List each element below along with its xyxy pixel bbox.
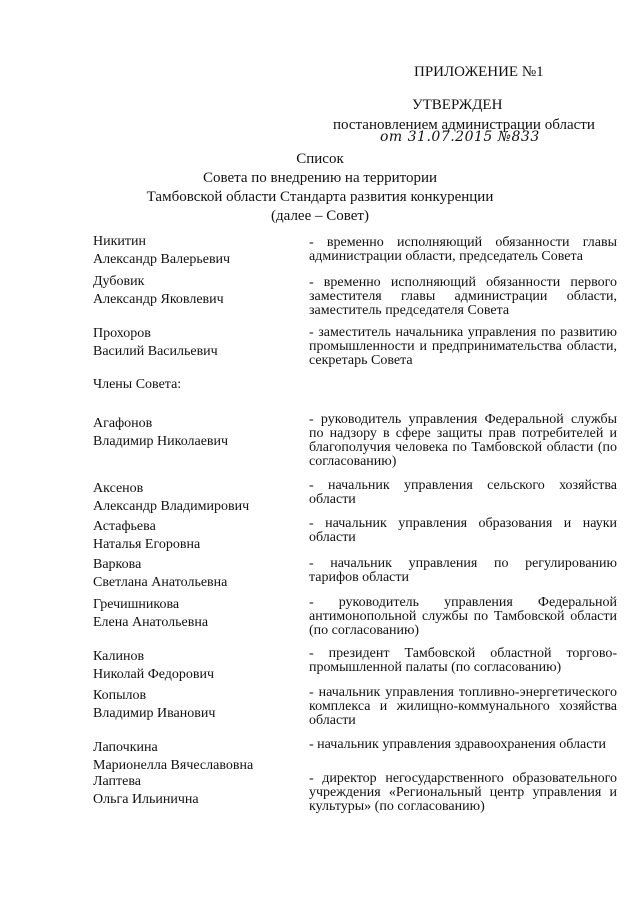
person-name (93, 556, 227, 592)
person-name (93, 739, 253, 775)
surname: Астафьева (93, 519, 156, 534)
person-name (93, 415, 228, 451)
surname: Никитин (93, 234, 146, 249)
given-names: Владимир Николаевич (93, 434, 229, 449)
given-names: Александр Владимирович (93, 499, 250, 514)
surname: Дубовик (93, 274, 145, 289)
title-line-4: (далее – Совет) (271, 208, 369, 224)
person-role: - руководитель управления Федеральной антимонопольной службы по Тамбовской области (по согласованию) (309, 595, 617, 638)
surname: Лаптева (93, 774, 141, 789)
person-role: - заместитель начальника управления по развитию промышленности и предпринимательства области, секретарь Совета (309, 325, 617, 368)
given-names: Наталья Егоровна (93, 537, 201, 552)
given-names: Николай Федорович (93, 667, 215, 682)
given-names: Александр Яковлевич (93, 292, 224, 307)
surname: Лапочкина (93, 740, 158, 755)
person-role: - президент Тамбовской областной торгово-промышленной палаты (по согласованию) (309, 646, 617, 675)
person-role: - начальник управления сельского хозяйства области (309, 478, 617, 507)
appendix-label: ПРИЛОЖЕНИЕ №1 (414, 64, 544, 80)
surname: Калинов (93, 649, 145, 664)
surname: Агафонов (93, 416, 153, 431)
title-line-3: Тамбовской области Стандарта развития конкуренции (146, 189, 494, 205)
person-name (93, 325, 218, 361)
document-title (0, 150, 640, 226)
approved-label: УТВЕРЖДЕН (412, 97, 503, 113)
person-name (93, 687, 215, 723)
person-name (93, 233, 230, 269)
person-name (93, 273, 224, 309)
given-names: Марионелла Вячеславовна (93, 758, 254, 773)
person-role: - начальник управления топливно-энергетического комплекса и жилищно-коммунального хозяйства области (309, 685, 617, 728)
person-name (93, 480, 249, 516)
person-role: - директор негосударственного образовательного учреждения «Региональный центр управления и культуры» (по согласованию) (309, 771, 617, 814)
given-names: Елена Анатольевна (93, 615, 209, 630)
person-name (93, 596, 208, 632)
given-names: Александр Валерьевич (93, 252, 231, 267)
person-role: - руководитель управления Федеральной службы по надзору в сфере защиты прав потребителей и благополучия человека по Тамбовской области (по согласованию) (309, 412, 617, 469)
given-names: Ольга Ильинична (93, 792, 199, 807)
given-names: Владимир Иванович (93, 706, 216, 721)
given-names: Василий Васильевич (93, 344, 218, 359)
person-role: - временно исполняющий обязанности главы администрации области, председатель Совета (309, 235, 617, 264)
given-names: Светлана Анатольевна (93, 575, 228, 590)
person-name (93, 773, 199, 809)
person-role: - начальник управления по регулированию тарифов области (309, 556, 617, 585)
surname: Гречишникова (93, 597, 180, 612)
surname: Прохоров (93, 326, 151, 341)
person-role: - начальник управления здравоохранения области (309, 737, 607, 752)
person-name (93, 518, 200, 554)
title-line-2: Совета по внедрению на территории (202, 170, 438, 186)
surname: Копылов (93, 688, 147, 703)
person-role: - временно исполняющий обязанности первого заместителя главы администрации области, заместитель председателя Совета (309, 275, 617, 318)
surname: Варкова (93, 557, 142, 572)
handwritten-date-number: от 31.07.2015 №833 (380, 129, 540, 145)
decree-label: постановлением администрации области (333, 117, 595, 133)
title-line-1: Список (296, 151, 344, 167)
person-name (93, 648, 214, 684)
surname: Аксенов (93, 481, 144, 496)
person-role: - начальник управления образования и науки области (309, 516, 617, 545)
members-heading: Члены Совета: (93, 377, 182, 392)
